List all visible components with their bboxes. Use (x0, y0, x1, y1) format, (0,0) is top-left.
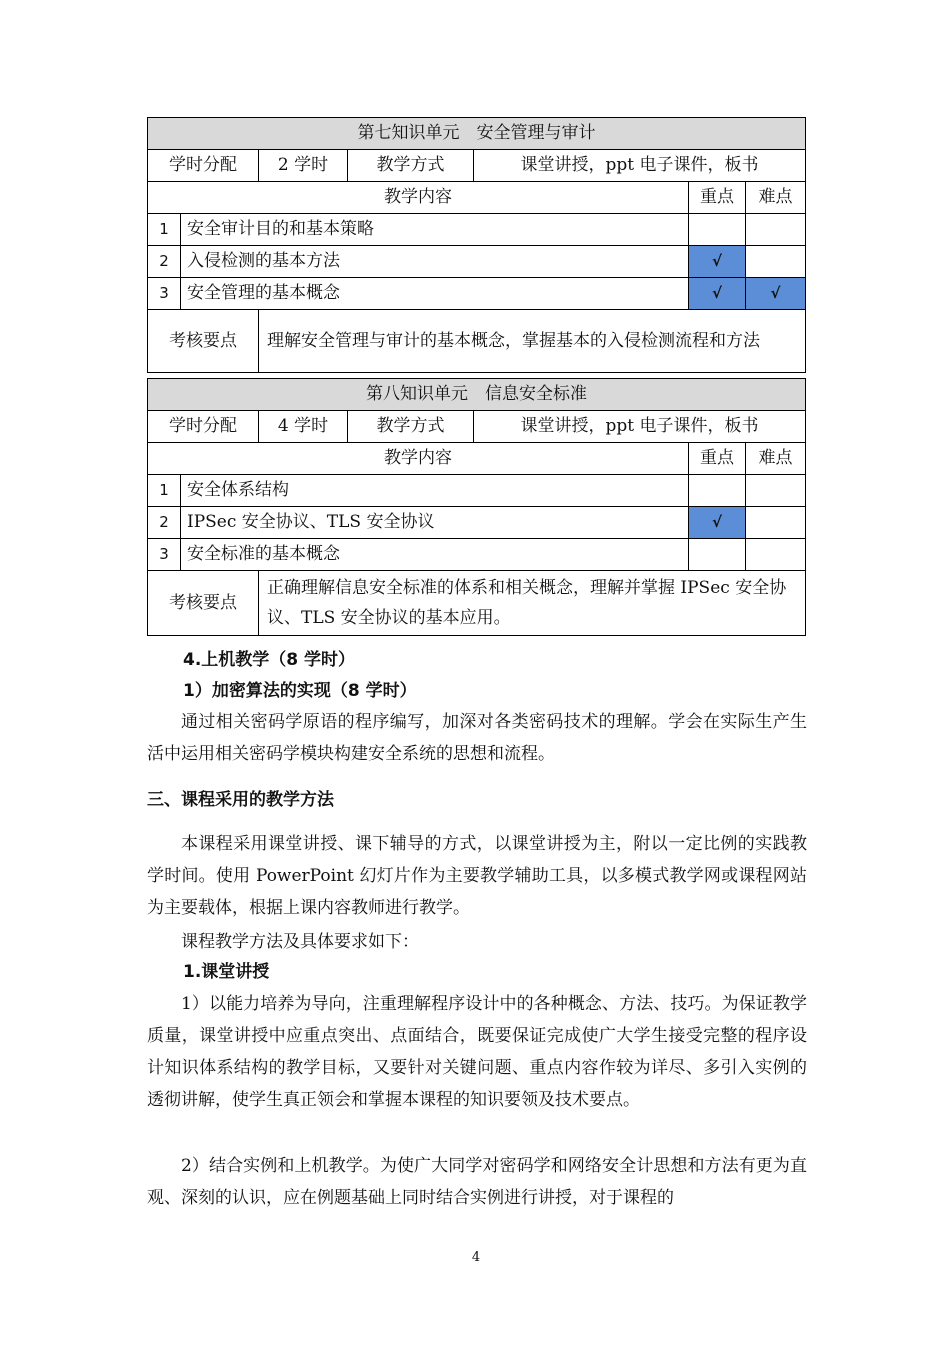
unit7-table (147, 117, 806, 373)
unit7-assessment-text: 理解安全管理与审计的基本概念，掌握基本的入侵检测流程和方法 (259, 310, 806, 373)
row-number: 3 (148, 278, 181, 310)
row-number: 1 (148, 214, 181, 246)
unit7-difficult-header: 难点 (746, 182, 806, 214)
row-key-mark (689, 539, 746, 571)
section3-subheading: 1.课堂讲授 (183, 962, 270, 982)
section4-subheading: 1）加密算法的实现（8 学时） (183, 681, 417, 701)
row-difficult-mark (746, 539, 806, 571)
row-number: 1 (148, 475, 181, 507)
unit8-method-value: 课堂讲授，ppt 电子课件，板书 (474, 411, 806, 443)
unit8-content-header: 教学内容 (148, 443, 689, 475)
unit7-method-label: 教学方式 (348, 150, 474, 182)
page-number: 4 (471, 1250, 481, 1265)
row-key-mark: √ (689, 507, 746, 539)
row-content: 安全审计目的和基本策略 (181, 214, 689, 246)
section3-paragraph-1: 本课程采用课堂讲授、课下辅导的方式，以课堂讲授为主，附以一定比例的实践教学时间。使用 PowerPoint 幻灯片作为主要教学辅助工具，以多模式教学网或课程网站为主要载体，根据上课内容教师进行教学。 (147, 834, 807, 918)
unit7-method-value: 课堂讲授，ppt 电子课件，板书 (474, 150, 806, 182)
table-row (148, 246, 806, 278)
table-row (148, 214, 806, 246)
unit7-title: 第七知识单元 安全管理与审计 (148, 118, 806, 150)
unit8-assessment-label: 考核要点 (148, 571, 259, 636)
unit7-hours-label: 学时分配 (148, 150, 259, 182)
row-content: 安全体系结构 (181, 475, 689, 507)
row-number: 2 (148, 507, 181, 539)
table-row (148, 278, 806, 310)
row-key-mark (689, 475, 746, 507)
section3-paragraph-3: 1）以能力培养为导向，注重理解程序设计中的各种概念、方法、技巧。为保证教学质量，课堂讲授中应重点突出、点面结合，既要保证完成使广大学生接受完整的程序设计知识体系结构的教学目标，又要针对关键问题、重点内容作较为详尽、多引入实例的透彻讲解，使学生真正领会和掌握本课程的知识要领及技术要点。 (147, 994, 807, 1110)
row-difficult-mark (746, 475, 806, 507)
row-difficult-mark: √ (746, 278, 806, 310)
unit8-title: 第八知识单元 信息安全标准 (148, 379, 806, 411)
row-content: 入侵检测的基本方法 (181, 246, 689, 278)
row-content: 安全管理的基本概念 (181, 278, 689, 310)
unit7-assessment-label: 考核要点 (148, 310, 259, 373)
unit7-hours-value: 2 学时 (259, 150, 348, 182)
table-row (148, 507, 806, 539)
unit8-key-header: 重点 (689, 443, 746, 475)
section4-heading: 4.上机教学（8 学时） (183, 650, 356, 670)
section3-paragraph-4: 2）结合实例和上机教学。为使广大同学对密码学和网络安全计思想和方法有更为直观、深刻的认识，应在例题基础上同时结合实例进行讲授，对于课程的 (147, 1156, 807, 1208)
row-content: IPSec 安全协议、TLS 安全协议 (181, 507, 689, 539)
unit8-assessment-text: 正确理解信息安全标准的体系和相关概念，理解并掌握 IPSec 安全协议、TLS 安全协议的基本应用。 (259, 571, 806, 636)
section3-heading: 三、课程采用的教学方法 (147, 790, 334, 810)
row-difficult-mark (746, 214, 806, 246)
unit8-hours-value: 4 学时 (259, 411, 348, 443)
row-difficult-mark (746, 507, 806, 539)
unit7-content-header: 教学内容 (148, 182, 689, 214)
unit8-difficult-header: 难点 (746, 443, 806, 475)
section4-paragraph: 通过相关密码学原语的程序编写，加深对各类密码技术的理解。学会在实际生产生活中运用相关密码学模块构建安全系统的思想和流程。 (147, 712, 807, 764)
row-number: 2 (148, 246, 181, 278)
unit7-key-header: 重点 (689, 182, 746, 214)
unit8-table (147, 378, 806, 636)
row-content: 安全标准的基本概念 (181, 539, 689, 571)
row-key-mark: √ (689, 278, 746, 310)
unit8-hours-label: 学时分配 (148, 411, 259, 443)
row-key-mark: √ (689, 246, 746, 278)
row-difficult-mark (746, 246, 806, 278)
unit8-method-label: 教学方式 (348, 411, 474, 443)
section3-paragraph-2: 课程教学方法及具体要求如下： (181, 932, 419, 952)
row-number: 3 (148, 539, 181, 571)
table-row (148, 539, 806, 571)
table-row (148, 475, 806, 507)
row-key-mark (689, 214, 746, 246)
